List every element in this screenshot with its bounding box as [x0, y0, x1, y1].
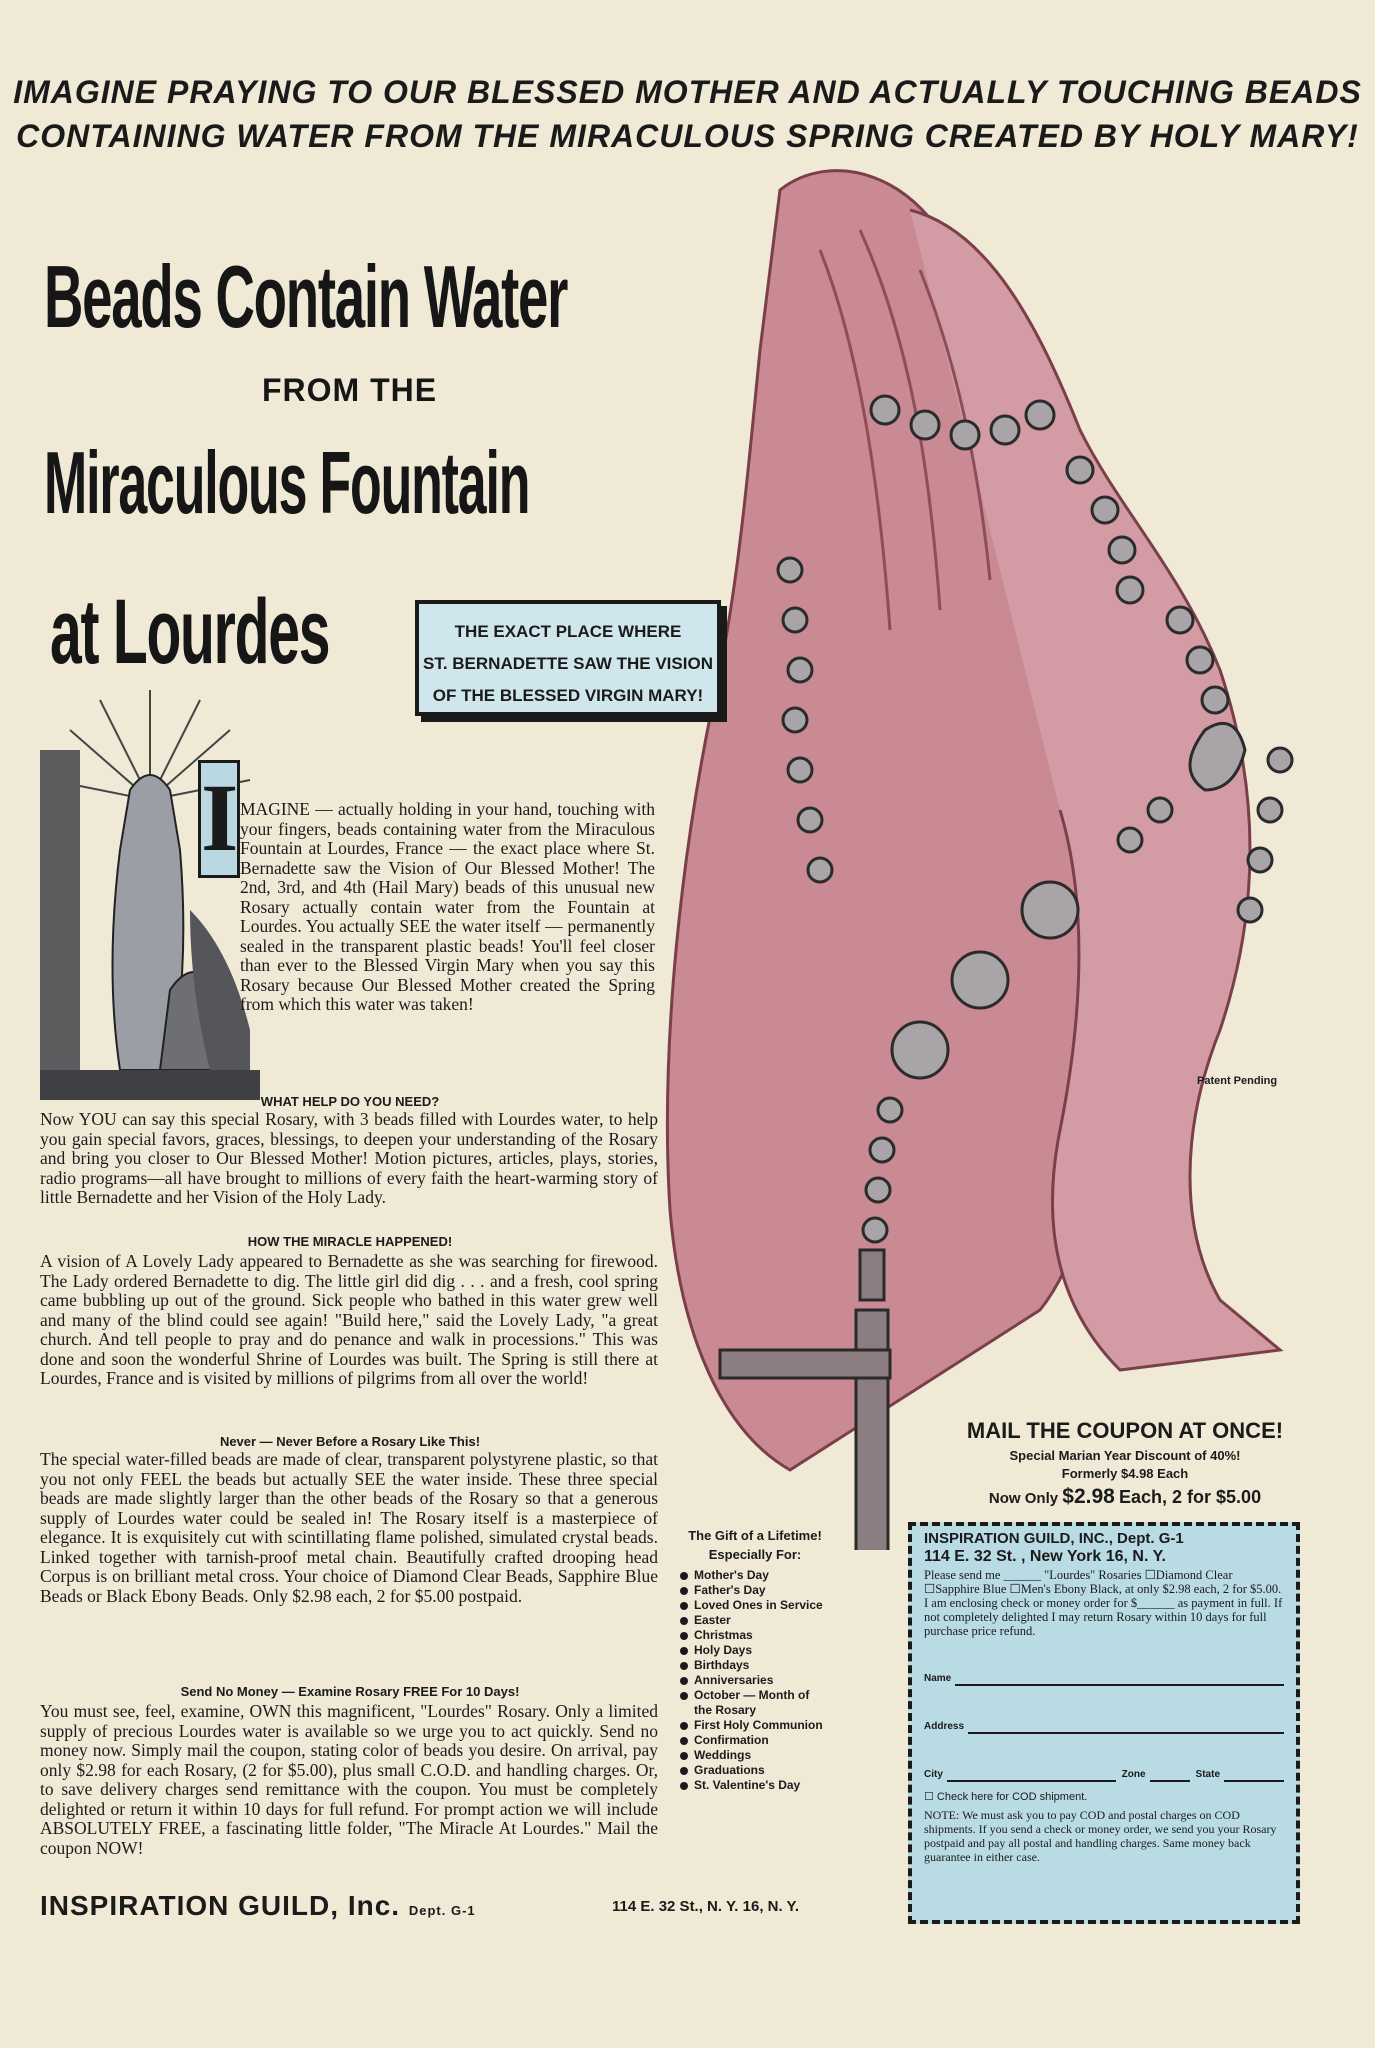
- mail-offer: [920, 1418, 1330, 1509]
- coupon-address: 114 E. 32 St. , New York 16, N. Y.: [924, 1548, 1166, 1565]
- praying-hands-rosary-illustration: [660, 150, 1310, 1550]
- gift-item: Weddings: [680, 1748, 830, 1763]
- top-headline-line2: CONTAINING WATER FROM THE MIRACULOUS SPRING CREATED BY HOLY MARY!: [16, 118, 1359, 154]
- headline-line3: Miraculous Fountain: [44, 433, 530, 532]
- coupon-cod-checkbox[interactable]: ☐ Check here for COD shipment.: [924, 1791, 1088, 1803]
- gift-title: The Gift of a Lifetime!: [688, 1528, 822, 1543]
- headline-line1: Beads Contain Water: [44, 247, 568, 346]
- gift-item: Christmas: [680, 1628, 830, 1643]
- section3-heading: Never — Never Before a Rosary Like This!: [219, 1434, 481, 1449]
- section2-paragraph: A vision of A Lovely Lady appeared to Bernadette as she was searching for firewood. The Lady ordered Bernadette to dig. The little girl did dig . . . and a fresh, cool spring came bubbling up out of the ground. Sick people who bathed in this water grew well and many of the blind could see again! "Build here," said the Lovely Lady, "a great church. And tell people to pray and do penance and walk in processions." This was done and soon the wonderful Shrine of Lourdes was built. The Spring is still there at Lourdes, France and is visited by millions of pilgrims from all over the world!: [40, 1251, 658, 1388]
- gift-items: [680, 1568, 830, 1793]
- gift-item: Confirmation: [680, 1733, 830, 1748]
- coupon-address-label: Address: [924, 1721, 965, 1732]
- coupon-name-label: Name: [924, 1673, 952, 1684]
- gift-item: Graduations: [680, 1763, 830, 1778]
- footer-company: [40, 1890, 476, 1922]
- footer-company-name: INSPIRATION GUILD, Inc.: [40, 1890, 401, 1921]
- coupon-city-field[interactable]: [924, 1768, 1284, 1782]
- gift-item: St. Valentine's Day: [680, 1778, 830, 1793]
- mail-offer-formerly: Formerly $4.98 Each: [1061, 1466, 1189, 1481]
- drop-cap: I: [198, 760, 240, 878]
- section1-heading: WHAT HELP DO YOU NEED?: [260, 1094, 440, 1109]
- section2-heading: HOW THE MIRACLE HAPPENED!: [247, 1234, 453, 1249]
- intro-paragraph: MAGINE — actually holding in your hand, touching with your fingers, beads containing water from the Miraculous Fountain at Lourdes, France — the exact place where St. Bernadette saw the Vision of Our Blessed Mother! The 2nd, 3rd, and 4th (Hail Mary) beads of this unusual new Rosary actually contain water from the Fountain at Lourdes. You actually SEE the water itself — permanently sealed in the transparent plastic beads! You'll feel closer than ever to the Blessed Virgin Mary when you say this Rosary because Our Blessed Mother created the Spring from which this water was taken!: [240, 799, 655, 1014]
- mail-offer-price-line: [920, 1485, 1330, 1509]
- coupon-instructions: Please send me ______ "Lourdes" Rosaries ☐Diamond Clear ☐Sapphire Blue ☐Men's Ebony Black, at only $2.98 each, 2 for $5.00. I am enclosing check or money order for $______ as payment in full. If not completely delighted I may return Rosary within 10 days for full purchase price refund.: [924, 1568, 1283, 1638]
- headline-line2: FROM THE: [262, 372, 438, 408]
- callout-line1: THE EXACT PLACE WHERE: [454, 622, 682, 641]
- mail-offer-now-suffix: Each, 2 for $5.00: [1119, 1487, 1262, 1507]
- top-headline-line1: IMAGINE PRAYING TO OUR BLESSED MOTHER AND ACTUALLY TOUCHING BEADS: [13, 74, 1362, 110]
- patent-pending: Patent Pending: [1197, 1075, 1278, 1087]
- footer-dept: Dept. G-1: [408, 1903, 476, 1918]
- callout-line3: OF THE BLESSED VIRGIN MARY!: [432, 686, 704, 705]
- gift-item: Anniversaries: [680, 1673, 830, 1688]
- coupon-city-label: City: [924, 1769, 943, 1780]
- mail-offer-now-prefix: Now Only: [988, 1490, 1059, 1507]
- callout-line2: ST. BERNADETTE SAW THE VISION: [423, 654, 713, 673]
- gift-list: [680, 1528, 830, 1793]
- callout-box: [415, 600, 721, 716]
- coupon-zone-label: Zone: [1121, 1769, 1146, 1780]
- gift-item: Easter: [680, 1613, 830, 1628]
- section1-paragraph: Now YOU can say this special Rosary, with 3 beads filled with Lourdes water, to help you gain special favors, graces, blessings, to deepen your understanding of the Rosary and bring you closer to Our Blessed Mother! Motion pictures, articles, plays, stories, radio programs—all have brought to millions of every faith the heart-warming story of little Bernadette and her Vision of the Holy Lady.: [40, 1109, 658, 1207]
- coupon-address-field[interactable]: [924, 1720, 1284, 1734]
- gift-subtitle: Especially For:: [708, 1547, 802, 1562]
- gift-item: Loved Ones in Service: [680, 1598, 830, 1613]
- coupon-name-field[interactable]: [924, 1672, 1284, 1686]
- mail-offer-price: $2.98: [1062, 1485, 1115, 1508]
- gift-item: Birthdays: [680, 1658, 830, 1673]
- section3-paragraph: The special water-filled beads are made of clear, transparent polystyrene plastic, so that you not only FEEL the beads but actually SEE the water inside. These three special beads are made slightly larger than the other beads of the Rosary so that a generous supply of Lourdes water could be sealed in! The Rosary itself is a masterpiece of elegance. It is exquisitely cut with scintillating flame polished, simulated crystal beads. Linked together with tarnish-proof metal chain. Beautifully crafted drooping head Corpus is on brilliant metal cross. Your choice of Diamond Clear Beads, Sapphire Blue Beads or Black Ebony Beads. Only $2.98 each, 2 for $5.00 postpaid.: [40, 1449, 658, 1606]
- footer-address: 114 E. 32 St., N. Y. 16, N. Y.: [612, 1898, 800, 1915]
- mail-offer-discount: Special Marian Year Discount of 40%!: [1009, 1448, 1241, 1463]
- coupon-state-label: State: [1195, 1769, 1220, 1780]
- gift-item: Father's Day: [680, 1583, 830, 1598]
- section4-paragraph: You must see, feel, examine, OWN this magnificent, "Lourdes" Rosary. Only a limited supply of precious Lourdes water is available so we urge you to act quickly. Send no money now. Simply mail the coupon, stating color of beads you desire. On arrival, pay only $2.98 for each Rosary, (2 for $5.00), plus small C.O.D. and handling charges. Or, to save delivery charges send remittance with the coupon. You must be completely delighted or return it within 10 days for full refund. For prompt action we will include ABSOLUTELY FREE, a fascinating little folder, "The Miracle At Lourdes." Mail the coupon NOW!: [40, 1701, 658, 1858]
- section4-heading: Send No Money — Examine Rosary FREE For 10 Days!: [180, 1684, 520, 1699]
- gift-item: Holy Days: [680, 1643, 830, 1658]
- mail-offer-headline: MAIL THE COUPON AT ONCE!: [966, 1418, 1284, 1443]
- order-coupon[interactable]: [908, 1522, 1300, 1924]
- coupon-company: INSPIRATION GUILD, INC., Dept. G-1: [924, 1530, 1184, 1547]
- headline-line4: at Lourdes: [50, 581, 330, 683]
- coupon-note: NOTE: We must ask you to pay COD and postal charges on COD shipments. If you send a check or money order, we send you your Rosary postpaid and pay all postal and handling charges. Same money back guarantee in either case.: [924, 1808, 1277, 1864]
- gift-item: Mother's Day: [680, 1568, 830, 1583]
- gift-item: First Holy Communion: [680, 1718, 830, 1733]
- virgin-mary-bernadette-illustration: [40, 690, 260, 1100]
- gift-item: October — Month of the Rosary: [680, 1688, 830, 1718]
